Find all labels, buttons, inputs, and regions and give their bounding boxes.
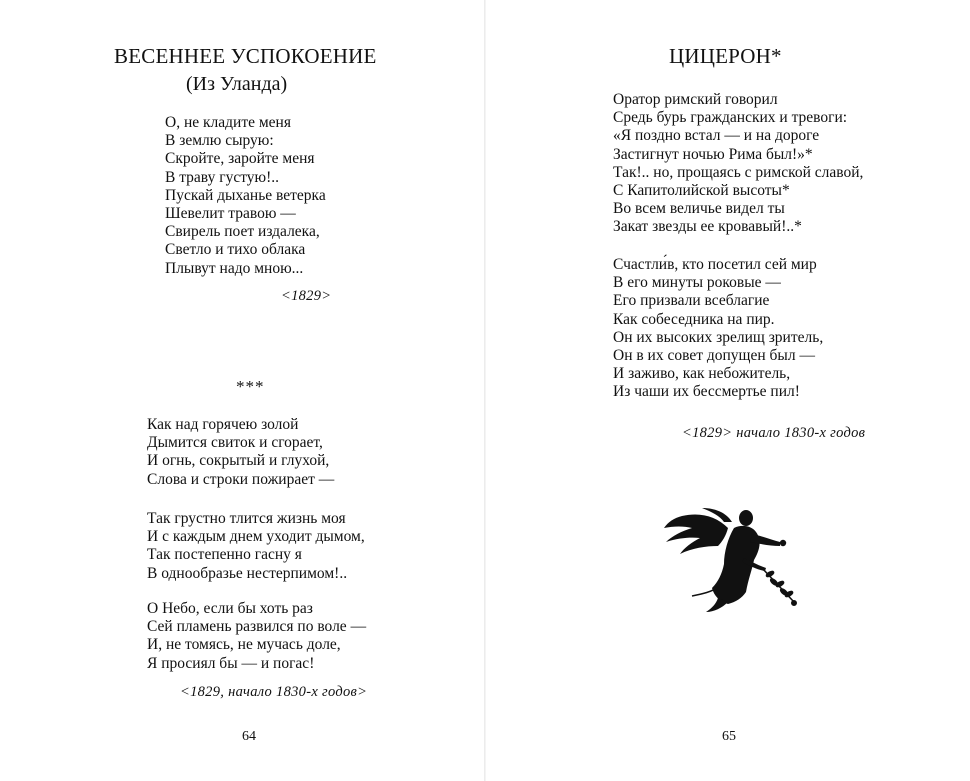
verse-line: Так постепенно гасну я [147, 546, 302, 564]
verse-line: Слова и строки пожирает — [147, 470, 335, 488]
verse-line: Во всем величье видел ты [613, 200, 785, 218]
verse-line: В землю сырую: [165, 132, 274, 150]
verse-line: Средь бурь гражданских и тревоги: [613, 109, 848, 127]
verse-line: Он в их совет допущен был — [613, 347, 815, 365]
cicero-stanza-2 [613, 256, 823, 402]
verse-line: Скройте, заройте меня [165, 150, 315, 168]
verse-line: Я просиял бы — и погас! [147, 654, 315, 672]
verse-line: Как собеседника на пир. [613, 310, 775, 328]
verse-line: В его минуты роковые — [613, 274, 781, 292]
verse-line: Счастли́в, кто посетил сей мир [613, 256, 817, 273]
verse-line: И огнь, сокрытый и глухой, [147, 452, 330, 470]
verse-line: О Небо, если бы хоть раз [147, 600, 313, 617]
poem1-date: <1829> [281, 288, 332, 304]
verse-line: Как над горячею золой [147, 416, 299, 433]
verse-line: Шевелит травою — [165, 205, 296, 223]
verse-line: Светло и тихо облака [165, 241, 306, 259]
right-page [486, 0, 970, 781]
verse-line: О, не кладите меня [165, 114, 291, 131]
poem2-separator: *** [236, 377, 265, 396]
verse-line: Свирель поет издалека, [165, 223, 320, 241]
poem1-subtitle: (Из Уланда) [186, 73, 288, 95]
verse-line: Так!.. но, прощаясь с римской славой, [613, 163, 864, 181]
poem2-date: <1829, начало 1830-х годов> [180, 684, 368, 700]
verse-line: Он их высоких зрелищ зритель, [613, 328, 824, 346]
poem1-stanza [165, 114, 326, 278]
poem2-stanza-1 [147, 416, 334, 489]
verse-line: Оратор римский говорил [613, 91, 778, 108]
verse-line: Закат звезды ее кровавый!..* [613, 218, 802, 236]
verse-line: И заживо, как небожитель, [613, 365, 791, 383]
poem1-title: ВЕСЕННЕЕ УСПОКОЕНИЕ [114, 44, 377, 68]
verse-line: Плывут надо мною... [165, 259, 304, 277]
verse-line: С Капитолийской высоты* [613, 182, 790, 200]
poem-title: ЦИЦЕРОН* [669, 44, 782, 68]
poem2-stanza-2 [147, 510, 365, 583]
verse-line: Из чаши их бессмертье пил! [613, 383, 800, 401]
verse-line: В траву густую!.. [165, 168, 280, 186]
left-page [0, 0, 484, 781]
poem2-stanza-3 [147, 600, 366, 673]
cicero-stanza-1 [613, 91, 863, 237]
cicero-date: <1829> начало 1830-х годов [682, 425, 866, 441]
verse-line: В однообразье нестерпимом!.. [147, 564, 348, 582]
page-number-left: 64 [242, 729, 256, 744]
verse-line: Застигнут ночью Рима был!»* [613, 145, 813, 163]
angel-silhouette-icon [662, 506, 798, 618]
page-number-right: 65 [722, 729, 736, 744]
verse-line: И, не томясь, не мучась доле, [147, 636, 341, 654]
verse-line: Так грустно тлится жизнь моя [147, 510, 346, 527]
verse-line: «Я поздно встал — и на дороге [613, 127, 820, 145]
verse-line: Сей пламень развился по воле — [147, 618, 367, 636]
verse-line: Дымится свиток и сгорает, [147, 434, 323, 452]
verse-line: Его призвали всеблагие [613, 292, 770, 310]
verse-line: Пускай дыханье ветерка [165, 186, 326, 204]
verse-line: И с каждым днем уходит дымом, [147, 528, 365, 546]
